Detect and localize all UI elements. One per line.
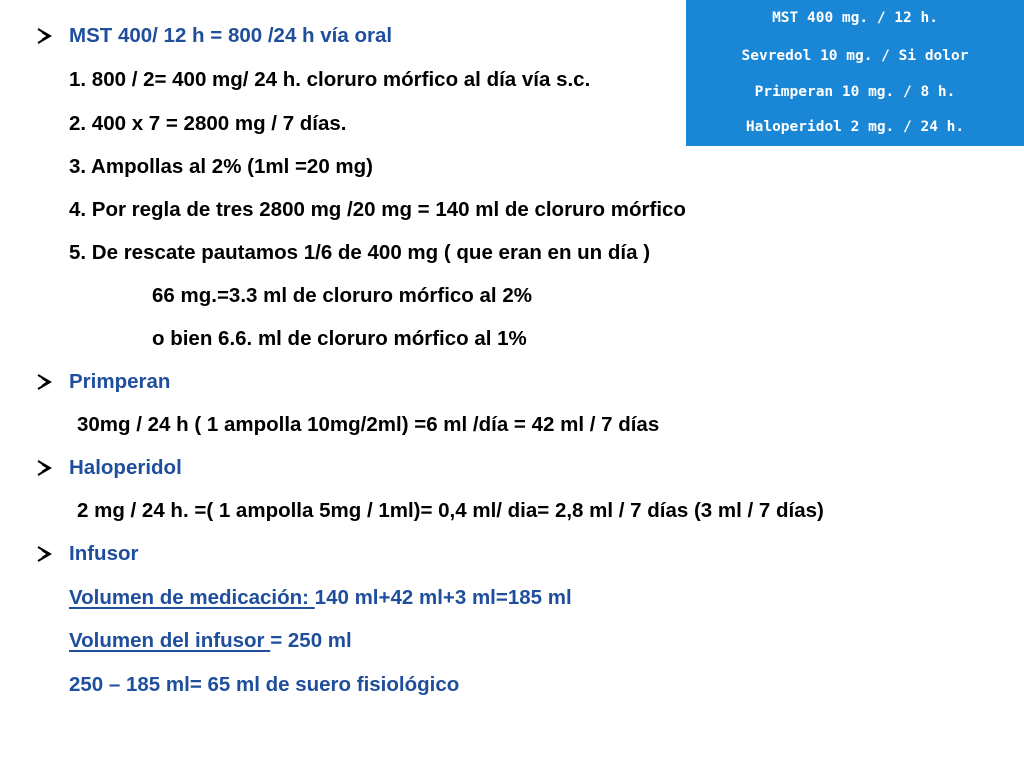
haloperidol-heading: Haloperidol (69, 456, 182, 479)
mst-heading: MST 400/ 12 h = 800 /24 h vía oral (69, 24, 393, 47)
infusor-volume-label: Volumen del infusor (69, 629, 271, 652)
arrow-bullet-icon (36, 27, 54, 45)
mst-step-4: 4. Por regla de tres 2800 mg /20 mg = 140 ml de cloruro mórfico (69, 198, 686, 221)
infusor-heading: Infusor (69, 542, 139, 565)
summary-line-mst: MST 400 mg. / 12 h. (772, 10, 938, 26)
mst-step-5: 5. De rescate pautamos 1/6 de 400 mg ( que eran en un día ) (69, 241, 651, 264)
medication-volume-label: Volumen de medicación: (69, 586, 315, 609)
mst-sub-step-2: o bien 6.6. ml de cloruro mórfico al 1% (152, 327, 527, 350)
mst-step-1: 1. 800 / 2= 400 mg/ 24 h. cloruro mórfico al día vía s.c. (69, 68, 591, 91)
summary-line-haloperidol: Haloperidol 2 mg. / 24 h. (745, 119, 965, 135)
primperan-heading: Primperan (69, 370, 171, 393)
saline-volume: 250 – 185 ml= 65 ml de suero fisiológico (69, 673, 460, 696)
dosage-summary-box (686, 0, 1024, 146)
arrow-bullet-icon (36, 545, 54, 563)
mst-sub-step-1: 66 mg.=3.3 ml de cloruro mórfico al 2% (152, 284, 532, 307)
infusor-volume-row (69, 629, 352, 653)
arrow-bullet-icon (36, 459, 54, 477)
mst-step-3: 3. Ampollas al 2% (1ml =20 mg) (69, 155, 374, 178)
summary-line-primperan: Primperan 10 mg. / 8 h. (754, 84, 956, 100)
medication-volume-row (69, 586, 572, 610)
primperan-detail: 30mg / 24 h ( 1 ampolla 10mg/2ml) =6 ml /día = 42 ml / 7 días (77, 413, 660, 436)
medication-volume-value: 140 ml+42 ml+3 ml=185 ml (314, 586, 572, 609)
haloperidol-detail: 2 mg / 24 h. =( 1 ampolla 5mg / 1ml)= 0,4 ml/ dia= 2,8 ml / 7 días (3 ml / 7 días) (77, 499, 824, 522)
mst-step-2: 2. 400 x 7 = 2800 mg / 7 días. (69, 112, 347, 135)
summary-line-sevredol: Sevredol 10 mg. / Si dolor (741, 48, 969, 64)
infusor-volume-value: = 250 ml (270, 629, 352, 652)
arrow-bullet-icon (36, 373, 54, 391)
